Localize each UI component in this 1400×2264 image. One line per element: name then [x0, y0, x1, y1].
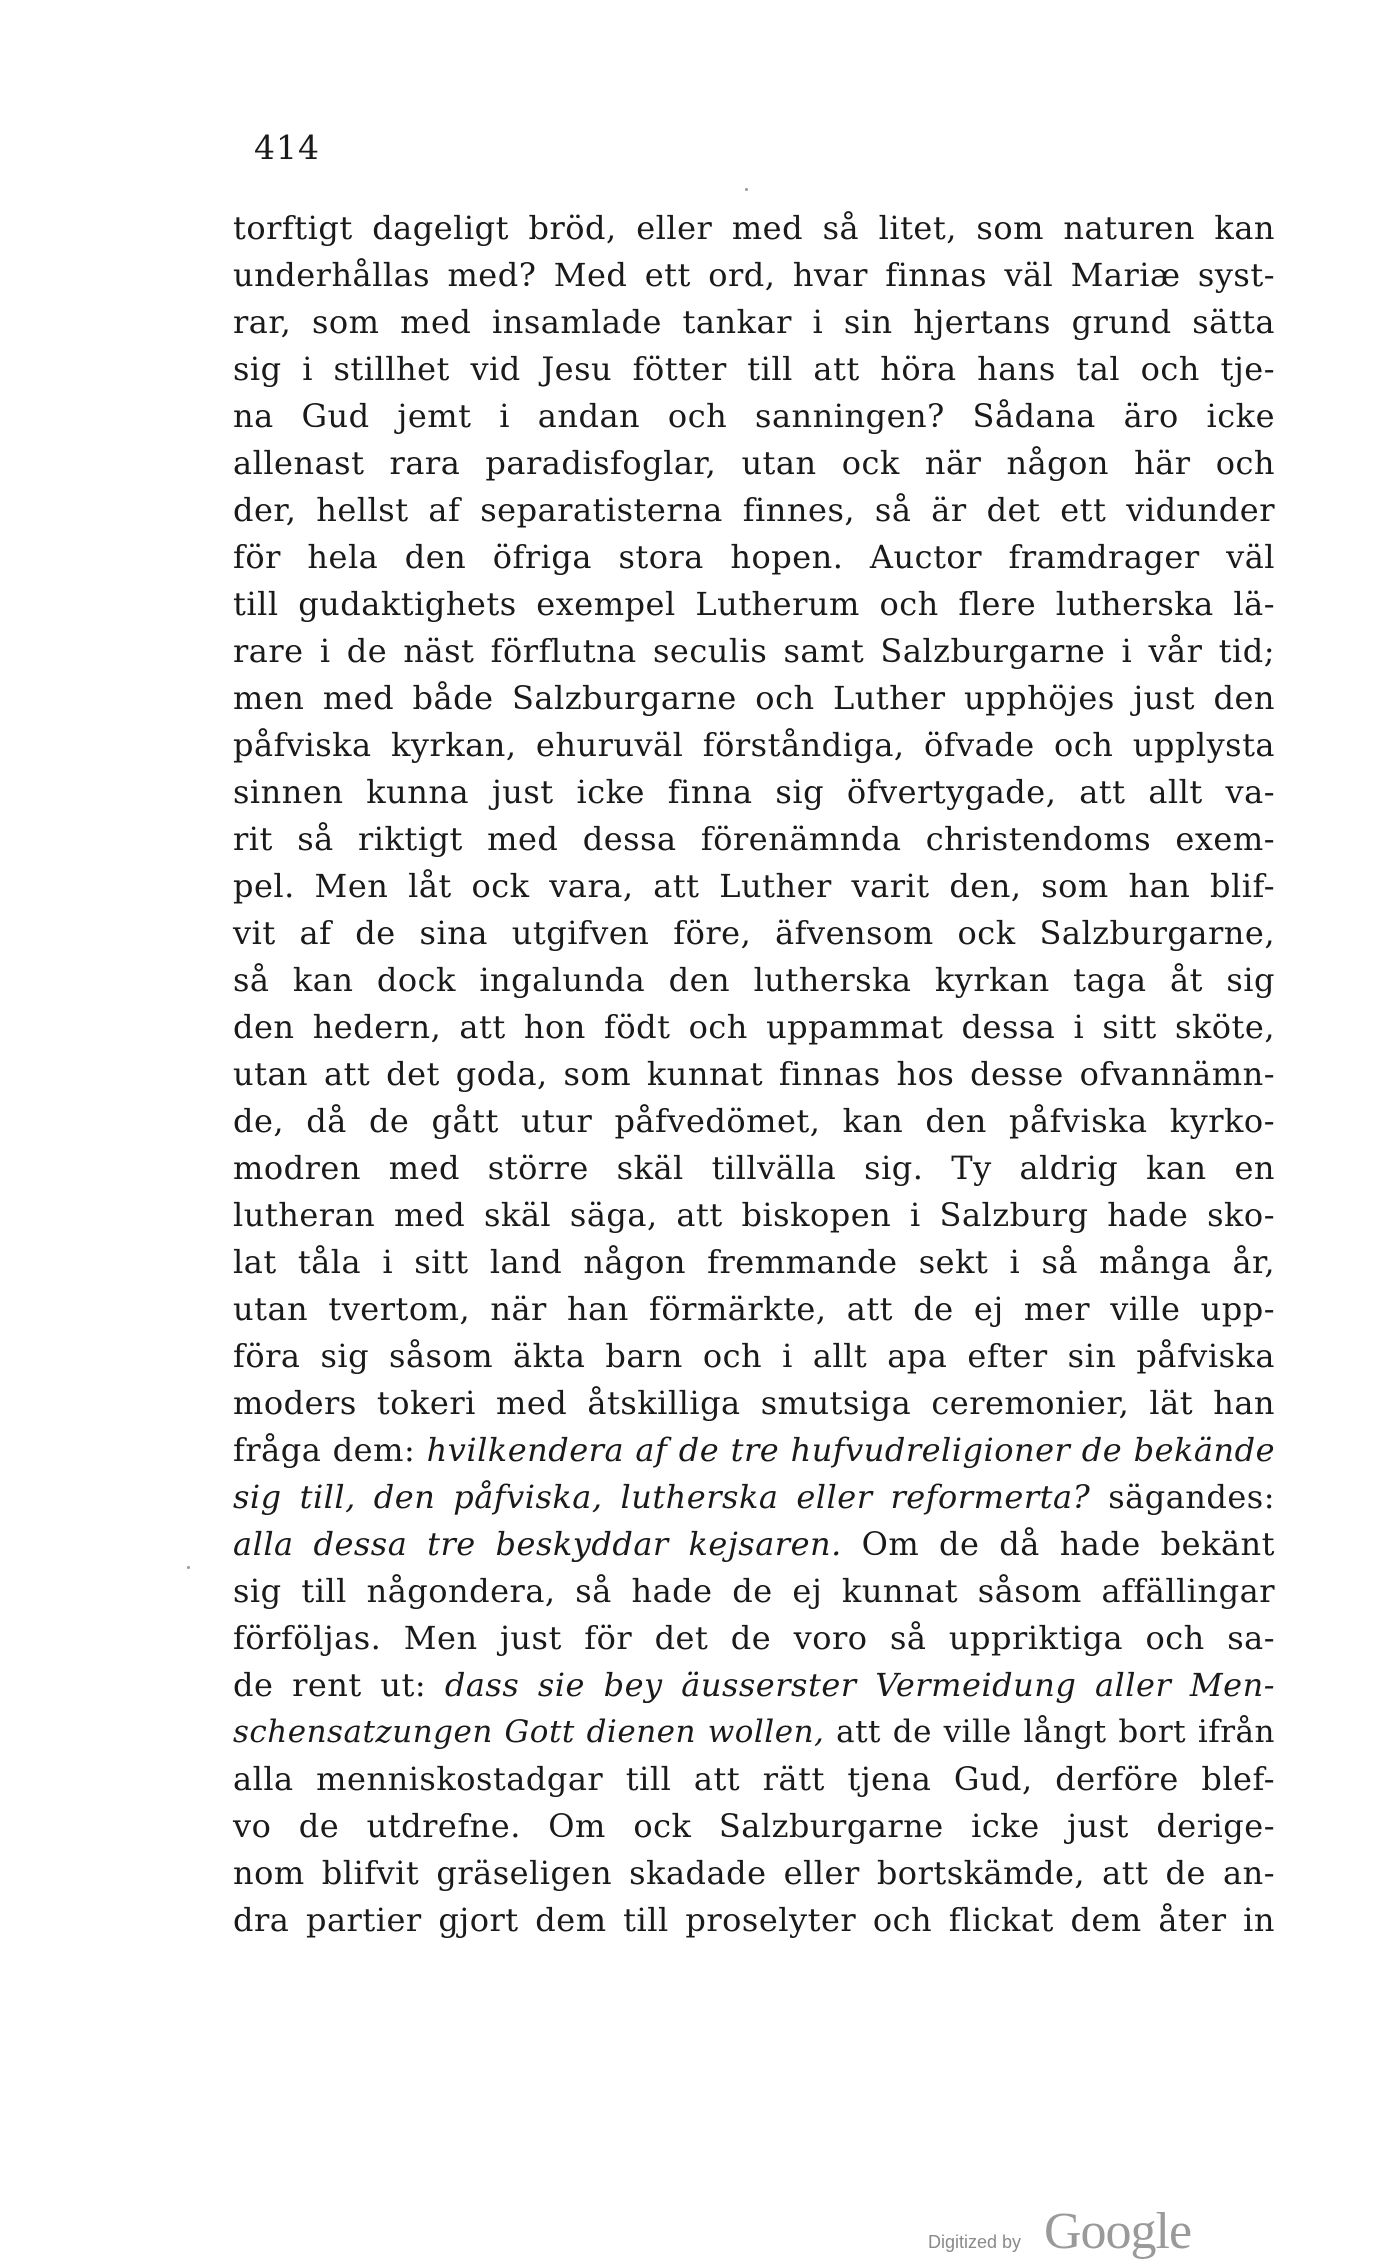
text-line: lat tåla i sitt land någon fremmande sekt i så många år,	[233, 1243, 1275, 1281]
text-line: dra partier gjort dem till proselyter och flickat dem åter in	[233, 1901, 1275, 1939]
text-line: till gudaktighets exempel Lutherum och flere lutherska lä-	[233, 585, 1275, 623]
text-line-mixed	[233, 1709, 1275, 1756]
italic-quote: schensatzungen Gott dienen wollen,	[233, 1714, 825, 1750]
text-line-mixed	[233, 1427, 1275, 1474]
text-line: nom blifvit gräseligen skadade eller bortskämde, att de an-	[233, 1854, 1275, 1892]
text-line: rar, som med insamlade tankar i sin hjertans grund sätta	[233, 303, 1275, 341]
text-line: der, hellst af separatisterna finnes, så är det ett vidunder	[233, 491, 1275, 529]
scan-speck	[745, 188, 748, 191]
text-line-mixed	[233, 1474, 1275, 1521]
text-line: den hedern, att hon födt och uppammat dessa i sitt sköte,	[233, 1008, 1275, 1046]
text-line: pel. Men låt ock vara, att Luther varit den, som han blif-	[233, 867, 1275, 905]
text-line: modren med större skäl tillvälla sig. Ty aldrig kan en	[233, 1149, 1275, 1187]
text-line: moders tokeri med åtskilliga smutsiga ceremonier, lät han	[233, 1384, 1275, 1422]
text-line: för hela den öfriga stora hopen. Auctor framdrager väl	[233, 538, 1275, 576]
text-line: de, då de gått utur påfvedömet, kan den påfviska kyrko-	[233, 1102, 1275, 1140]
roman-segment: att de ville långt bort ifrån	[824, 1714, 1275, 1750]
text-line: alla menniskostadgar till att rätt tjena Gud, derföre blef-	[233, 1760, 1275, 1798]
scan-speck	[187, 1566, 190, 1569]
body-text	[233, 205, 1275, 1944]
italic-quote: sig till, den påfviska, lutherska eller reformerta?	[233, 1478, 1091, 1516]
text-line: lutheran med skäl säga, att biskopen i Salzburg hade sko-	[233, 1196, 1275, 1234]
text-line: rit så riktigt med dessa förenämnda christendoms exem-	[233, 820, 1275, 858]
text-line: underhållas med? Med ett ord, hvar finnas väl Mariæ syst-	[233, 256, 1275, 294]
roman-segment: de rent ut:	[233, 1666, 445, 1704]
text-line: föra sig såsom äkta barn och i allt apa efter sin påfviska	[233, 1337, 1275, 1375]
digitized-by-label: Digitized by	[928, 2232, 1022, 2252]
text-line: vit af de sina utgifven före, äfvensom ock Salzburgarne,	[233, 914, 1275, 952]
roman-segment: fråga dem:	[233, 1431, 427, 1469]
text-line: rare i de näst förflutna seculis samt Salzburgarne i vår tid;	[233, 632, 1275, 670]
roman-segment: Om de då hade bekänt	[841, 1525, 1276, 1563]
text-line: vo de utdrefne. Om ock Salzburgarne icke just derige-	[233, 1807, 1275, 1845]
text-line: utan tvertom, när han förmärkte, att de ej mer ville upp-	[233, 1290, 1275, 1328]
text-line: förföljas. Men just för det de voro så uppriktiga och sa-	[233, 1619, 1275, 1657]
google-logo: Google	[1044, 2203, 1192, 2260]
text-line: sig till någondera, så hade de ej kunnat såsom affällingar	[233, 1572, 1275, 1610]
text-line: sig i stillhet vid Jesu fötter till att höra hans tal och tje-	[233, 350, 1275, 388]
text-line: sinnen kunna just icke finna sig öfvertygade, att allt va-	[233, 773, 1275, 811]
text-line: allenast rara paradisfoglar, utan ock när någon här och	[233, 444, 1275, 482]
italic-quote: dass sie bey äusserster Vermeidung aller Men-	[444, 1666, 1276, 1704]
text-line: torftigt dageligt bröd, eller med så litet, som naturen kan	[233, 209, 1275, 247]
italic-quote: alla dessa tre beskyddar kejsaren.	[233, 1525, 842, 1563]
text-line: utan att det goda, som kunnat finnas hos desse ofvannämn-	[233, 1055, 1275, 1093]
page-number: 414	[254, 128, 320, 167]
text-line-mixed	[233, 1521, 1275, 1568]
text-line: påfviska kyrkan, ehuruväl förståndiga, öfvade och upplysta	[233, 726, 1275, 764]
text-line: na Gud jemt i andan och sanningen? Sådana äro icke	[233, 397, 1275, 435]
text-line: så kan dock ingalunda den lutherska kyrkan taga åt sig	[233, 961, 1275, 999]
text-line-mixed	[233, 1662, 1275, 1709]
italic-quote: hvilkendera af de tre hufvudreligioner de bekände	[426, 1431, 1276, 1469]
text-line: men med både Salzburgarne och Luther upphöjes just den	[233, 679, 1275, 717]
roman-segment: sägandes:	[1090, 1478, 1276, 1516]
